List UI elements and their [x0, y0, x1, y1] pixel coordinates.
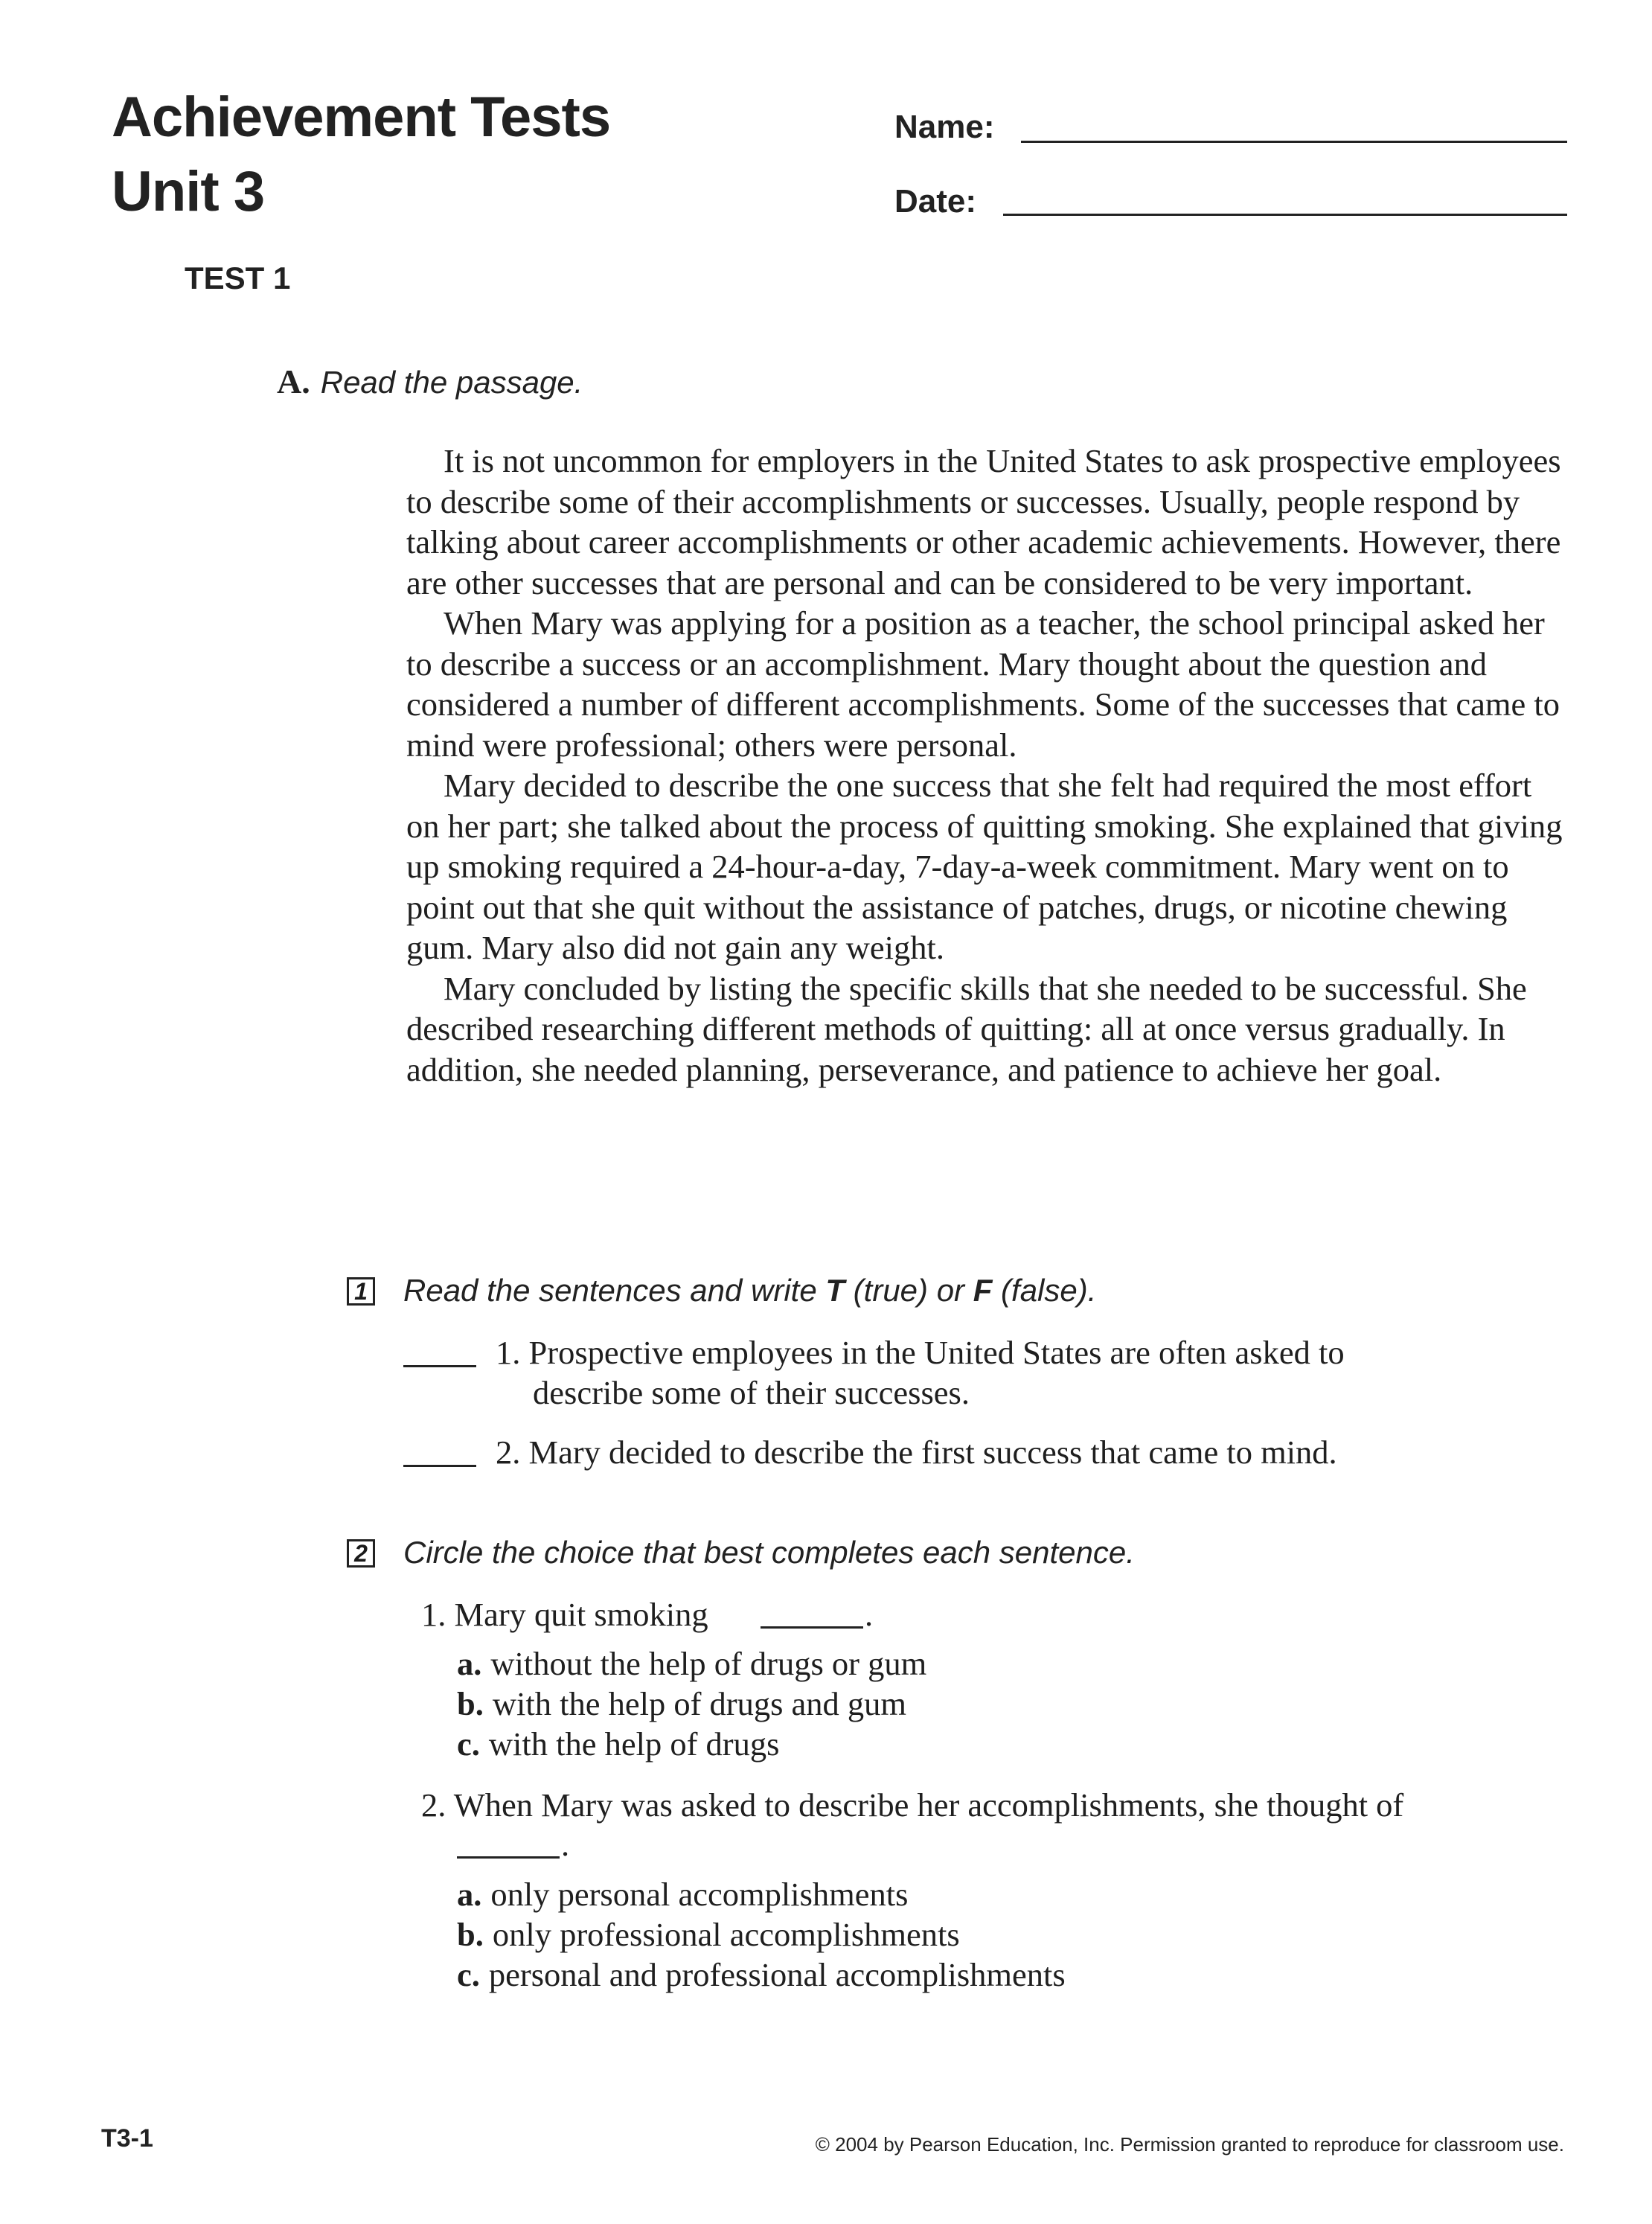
tf-item-1: [496, 1332, 1345, 1413]
copyright-notice: © 2004 by Pearson Education, Inc. Permission granted to reproduce for classroom use.: [815, 2133, 1564, 2156]
choice-2a-letter: a.: [457, 1876, 482, 1913]
section-a-heading: [277, 362, 583, 401]
mc-question-1-number: 1.: [421, 1596, 446, 1633]
exercise-1-instruction: [403, 1273, 1096, 1308]
name-label: Name:: [894, 109, 995, 145]
choice-1b-text: with the help of drugs and gum: [492, 1685, 907, 1722]
tf-item-1-line-2: describe some of their successes.: [533, 1374, 970, 1411]
mc-question-1-choices: [457, 1643, 926, 1764]
choice-1c[interactable]: [457, 1724, 926, 1764]
choice-1a-text: without the help of drugs or gum: [490, 1645, 927, 1682]
choice-1a-letter: a.: [457, 1645, 482, 1682]
mc-question-2: [421, 1785, 1403, 1825]
true-word: (true) or: [845, 1273, 973, 1308]
choice-1b-letter: b.: [457, 1685, 484, 1722]
choice-2c[interactable]: [457, 1955, 1066, 1995]
choice-2c-letter: c.: [457, 1956, 480, 1993]
choice-2a-text: only personal accomplishments: [490, 1876, 909, 1913]
false-word: (false).: [992, 1273, 1097, 1308]
tf-item-1-number: 1.: [496, 1334, 521, 1371]
false-letter: F: [973, 1273, 993, 1308]
choice-1c-letter: c.: [457, 1725, 480, 1763]
mc-question-2-choices: [457, 1874, 1066, 1995]
passage-paragraph-3: Mary decided to describe the one success that she felt had required the most effort on her part; she talked about the process of quitting smoking. She explained that giving up smoking required a 24-hour-a-day, 7-day-a-week commitment. Mary went on to point out that she quit without the assistance of patches, drugs, or nicotine chewing gum. Mary also did not gain any weight.: [406, 767, 1563, 966]
exercise-1-instruction-text: Read the sentences and write: [403, 1273, 826, 1308]
test-label: TEST 1: [185, 261, 291, 295]
tf-item-2-line-1: Mary decided to describe the first success that came to mind.: [528, 1434, 1337, 1471]
choice-2b[interactable]: [457, 1914, 1066, 1955]
choice-1b[interactable]: [457, 1684, 926, 1724]
section-a-instruction: Read the passage.: [320, 365, 583, 400]
passage-paragraph-4: Mary concluded by listing the specific skills that she needed to be successful. She described researching different methods of quitting: all at once versus gradually. In addition, she needed planning, perseverance, and patience to achieve her goal.: [406, 969, 1527, 1088]
choice-2b-text: only professional accomplishments: [492, 1916, 960, 1953]
answer-blank-1[interactable]: [403, 1365, 476, 1367]
choice-1a[interactable]: [457, 1643, 926, 1684]
true-letter: T: [825, 1273, 845, 1308]
date-field[interactable]: [1003, 214, 1567, 216]
answer-blank-2[interactable]: [403, 1465, 476, 1467]
date-label: Date:: [894, 183, 977, 220]
passage-paragraph-2: When Mary was applying for a position as a teacher, the school principal asked her to describe a success or an accomplishment. Mary thought about the question and considered a number of different accomplishments. Some of the successes that came to mind were professional; others were personal.: [406, 604, 1560, 764]
title-line-2: Unit 3: [112, 160, 265, 223]
mc-question-1: [421, 1594, 708, 1635]
exercise-2-number-box: [347, 1539, 375, 1568]
name-field[interactable]: [1021, 141, 1567, 143]
page-code: T3-1: [101, 2124, 153, 2153]
passage-paragraph-1: It is not uncommon for employers in the United States to ask prospective employees to describe some of their accomplishments or successes. Usually, people respond by talking about career accomplishments or other academic achievements. However, there are other successes that are personal and can be considered to be very important.: [406, 442, 1561, 601]
reading-passage: [406, 441, 1567, 1090]
section-a-letter: A.: [277, 362, 310, 400]
mc-question-1-period: .: [865, 1596, 874, 1633]
exercise-1-number-box: [347, 1277, 375, 1306]
choice-2a[interactable]: [457, 1874, 1066, 1914]
tf-item-2-number: 2.: [496, 1434, 521, 1471]
title-line-1: Achievement Tests: [112, 86, 611, 149]
tf-item-1-line-1: Prospective employees in the United States are often asked to: [528, 1334, 1345, 1371]
mc-question-2-period: .: [561, 1826, 570, 1863]
exercise-1-number: 1: [354, 1277, 368, 1305]
choice-1c-text: with the help of drugs: [488, 1725, 780, 1763]
tf-item-2: [496, 1432, 1337, 1472]
mc-question-2-text: When Mary was asked to describe her accomplishments, she thought of: [453, 1786, 1404, 1824]
choice-2c-text: personal and professional accomplishments: [488, 1956, 1066, 1993]
document-title: [112, 80, 610, 229]
choice-2b-letter: b.: [457, 1916, 484, 1953]
mc-question-2-number: 2.: [421, 1786, 446, 1824]
mc-question-1-text: Mary quit smoking: [454, 1596, 708, 1633]
mc-question-1-blank: [761, 1626, 863, 1629]
mc-question-2-blank: [457, 1856, 560, 1859]
exercise-2-instruction: Circle the choice that best completes each sentence.: [403, 1535, 1135, 1570]
exercise-2-number: 2: [354, 1539, 368, 1567]
